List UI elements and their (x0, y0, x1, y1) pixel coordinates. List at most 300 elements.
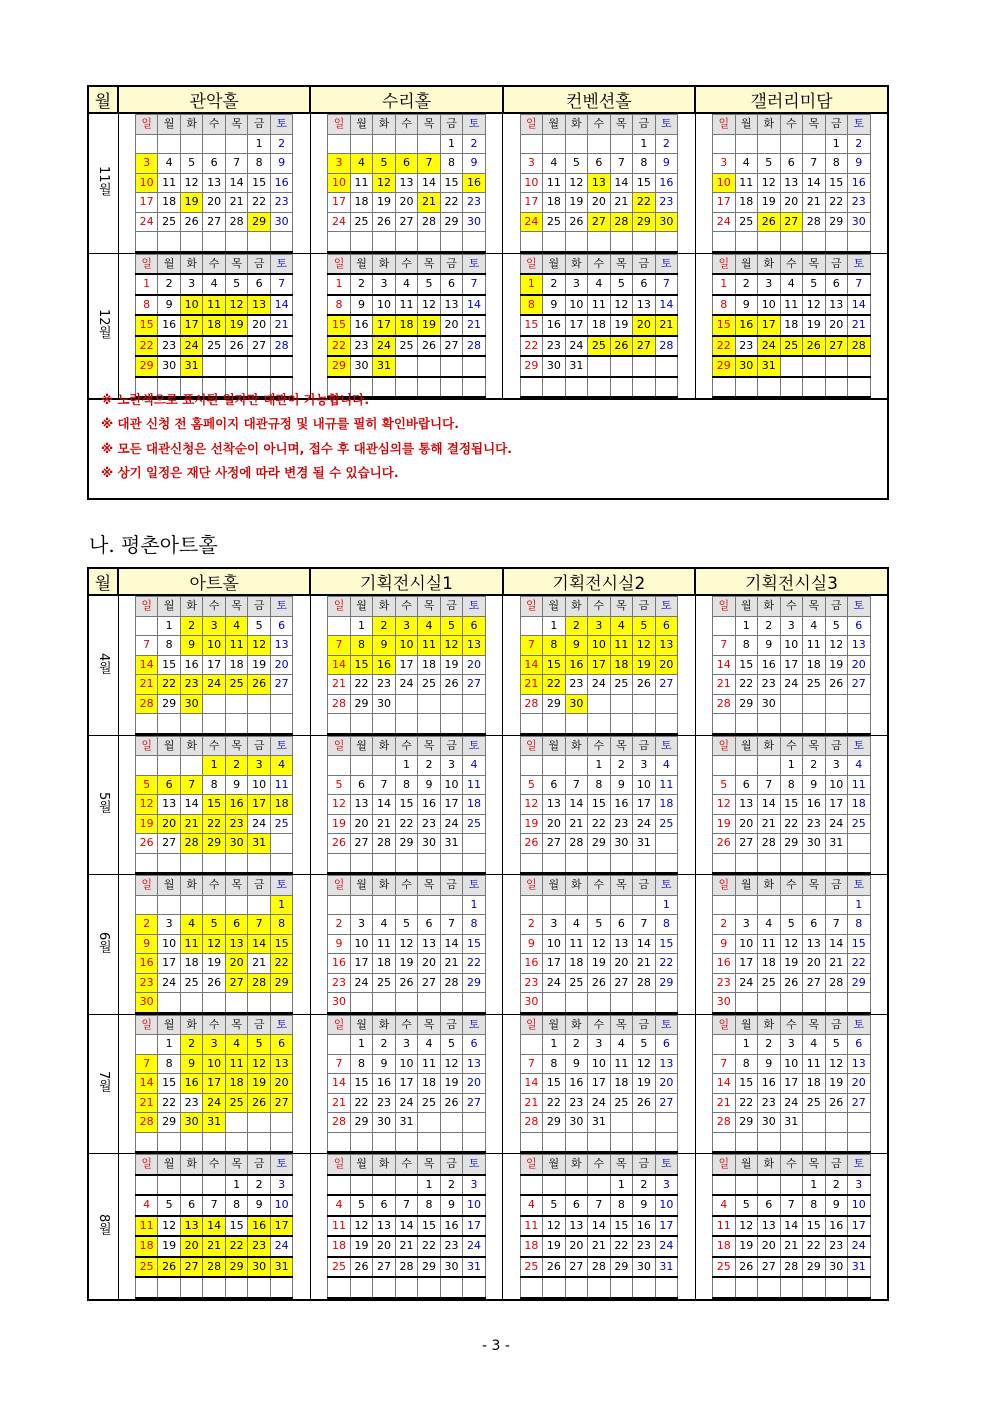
weekday-label: 목 (803, 115, 826, 135)
week-row (713, 212, 871, 232)
available-day-cell: 19 (633, 655, 656, 675)
weekday-label: 일 (713, 597, 736, 617)
available-day-cell: 29 (270, 973, 293, 993)
day-cell: 28 (463, 336, 486, 357)
weekday-label: 일 (713, 115, 736, 135)
week-row (713, 1195, 871, 1216)
empty-day-cell (758, 756, 781, 776)
day-cell: 2 (373, 1035, 396, 1055)
weekday-label: 일 (135, 876, 158, 896)
available-day-cell: 24 (203, 675, 226, 695)
available-day-cell: 5 (633, 616, 656, 636)
weekday-label: 금 (633, 597, 656, 617)
empty-day-cell (395, 1277, 418, 1298)
available-day-cell: 25 (135, 1257, 158, 1278)
venue-header: 갤러리미담 (695, 86, 888, 113)
available-day-cell: 7 (248, 915, 271, 935)
empty-day-cell (158, 895, 181, 915)
day-cell: 1 (713, 274, 736, 295)
day-cell: 14 (520, 1074, 543, 1094)
empty-day-cell (203, 1175, 226, 1196)
available-day-cell: 10 (328, 173, 351, 193)
day-cell: 3 (655, 1175, 678, 1196)
weekday-label: 수 (395, 1155, 418, 1175)
mini-calendar (135, 875, 294, 1014)
week-row (135, 1175, 293, 1196)
day-cell: 31 (463, 1257, 486, 1278)
day-cell: 29 (520, 356, 543, 377)
empty-day-cell (655, 1113, 678, 1133)
weekday-label: 월 (158, 736, 181, 756)
venue-header: 컨벤션홀 (503, 86, 695, 113)
day-cell: 18 (520, 1236, 543, 1257)
week-row (135, 1132, 293, 1152)
day-cell: 8 (633, 154, 656, 174)
day-cell: 21 (520, 1093, 543, 1113)
venue-header: 관악홀 (118, 86, 310, 113)
day-cell: 4 (735, 154, 758, 174)
day-cell: 25 (758, 973, 781, 993)
week-row (135, 1195, 293, 1216)
available-day-cell: 15 (135, 315, 158, 336)
weekday-label: 수 (780, 876, 803, 896)
week-row (135, 915, 293, 935)
available-day-cell: 17 (758, 315, 781, 336)
day-cell: 16 (520, 954, 543, 974)
day-cell: 23 (848, 193, 871, 213)
empty-day-cell (395, 714, 418, 734)
weekday-label: 월 (735, 736, 758, 756)
day-cell: 10 (543, 934, 566, 954)
weekday-label: 화 (565, 115, 588, 135)
day-cell: 8 (735, 636, 758, 656)
empty-day-cell (350, 714, 373, 734)
available-day-cell: 10 (588, 636, 611, 656)
weekday-label: 목 (610, 1015, 633, 1035)
day-cell: 23 (328, 973, 351, 993)
month-label-text: 4월 (95, 652, 111, 674)
empty-day-cell (713, 1277, 736, 1298)
empty-day-cell (135, 714, 158, 734)
empty-day-cell (373, 853, 396, 873)
week-row (328, 1277, 486, 1298)
empty-day-cell (203, 993, 226, 1013)
day-cell: 8 (418, 1195, 441, 1216)
day-cell: 27 (418, 973, 441, 993)
day-cell: 20 (758, 1236, 781, 1257)
empty-day-cell (180, 714, 203, 734)
day-cell: 12 (350, 1216, 373, 1237)
day-cell: 16 (633, 1216, 656, 1237)
available-day-cell: 22 (135, 336, 158, 357)
weekday-label: 화 (758, 115, 781, 135)
day-cell: 16 (565, 1074, 588, 1094)
available-day-cell: 15 (270, 934, 293, 954)
day-cell: 14 (633, 934, 656, 954)
day-cell: 25 (180, 973, 203, 993)
week-row (713, 895, 871, 915)
weekday-header-row (520, 736, 678, 756)
empty-day-cell (735, 853, 758, 873)
available-day-cell: 31 (373, 356, 396, 377)
day-cell: 17 (633, 795, 656, 815)
day-cell: 30 (633, 1257, 656, 1278)
venue-month-cell (503, 875, 695, 1015)
weekday-label: 월 (735, 254, 758, 274)
day-cell: 10 (248, 775, 271, 795)
empty-day-cell (395, 694, 418, 714)
available-day-cell: 28 (135, 1113, 158, 1133)
day-cell: 2 (803, 756, 826, 776)
day-cell: 17 (655, 1216, 678, 1237)
day-cell: 10 (758, 295, 781, 316)
day-cell: 29 (158, 1113, 181, 1133)
weekday-label: 일 (713, 254, 736, 274)
day-cell: 23 (825, 1236, 848, 1257)
empty-day-cell (713, 1132, 736, 1152)
venue-header: 기획전시실3 (695, 568, 888, 595)
day-cell: 25 (395, 336, 418, 357)
empty-day-cell (713, 714, 736, 734)
day-cell: 8 (588, 775, 611, 795)
day-cell: 14 (655, 295, 678, 316)
day-cell: 23 (463, 193, 486, 213)
empty-day-cell (135, 756, 158, 776)
day-cell: 18 (180, 954, 203, 974)
day-cell: 28 (328, 694, 351, 714)
weekday-label: 화 (180, 254, 203, 274)
day-cell: 1 (735, 616, 758, 636)
available-day-cell: 14 (520, 655, 543, 675)
day-cell: 24 (565, 336, 588, 357)
empty-day-cell (440, 694, 463, 714)
empty-day-cell (373, 895, 396, 915)
day-cell: 4 (158, 154, 181, 174)
empty-day-cell (270, 1113, 293, 1133)
notice-line: ※ 모든 대관신청은 선착순이 아니며, 접수 후 대관심의를 통해 결정됩니다. (101, 441, 512, 456)
day-cell: 23 (418, 814, 441, 834)
available-day-cell: 25 (588, 336, 611, 357)
day-cell: 14 (328, 1074, 351, 1094)
week-row (520, 274, 678, 295)
day-cell: 28 (758, 834, 781, 854)
mini-calendar (520, 114, 679, 253)
mini-calendar (520, 596, 679, 735)
weekday-label: 토 (463, 115, 486, 135)
empty-day-cell (780, 714, 803, 734)
available-day-cell: 22 (543, 675, 566, 695)
page-number: - 3 - (482, 1338, 510, 1354)
empty-day-cell (180, 1132, 203, 1152)
weekday-header-row (713, 1015, 871, 1035)
available-day-cell: 4 (180, 915, 203, 935)
empty-day-cell (848, 1132, 871, 1152)
weekday-label: 목 (418, 254, 441, 274)
day-cell: 16 (803, 795, 826, 815)
venue-month-cell (310, 113, 502, 253)
weekday-label: 목 (418, 1155, 441, 1175)
day-cell: 1 (463, 895, 486, 915)
day-cell: 23 (520, 973, 543, 993)
day-cell: 17 (588, 1074, 611, 1094)
weekday-label: 금 (825, 1015, 848, 1035)
empty-day-cell (248, 1132, 271, 1152)
weekday-label: 화 (758, 736, 781, 756)
week-row (520, 1035, 678, 1055)
empty-day-cell (633, 694, 656, 714)
week-row (520, 1132, 678, 1152)
notice-line: ※ 대관 신청 전 홈페이지 대관규정 및 내규를 필히 확인바랍니다. (101, 416, 459, 431)
empty-day-cell (418, 1277, 441, 1298)
day-cell: 5 (248, 616, 271, 636)
day-cell: 9 (758, 636, 781, 656)
day-cell: 9 (520, 934, 543, 954)
available-day-cell: 7 (520, 636, 543, 656)
week-row (713, 1175, 871, 1196)
weekday-label: 토 (270, 597, 293, 617)
day-cell: 13 (463, 1054, 486, 1074)
empty-day-cell (158, 853, 181, 873)
day-cell: 4 (758, 915, 781, 935)
day-cell: 4 (328, 1195, 351, 1216)
empty-day-cell (225, 134, 248, 154)
day-cell: 8 (655, 915, 678, 935)
day-cell: 14 (780, 1216, 803, 1237)
week-row (520, 756, 678, 776)
day-cell: 5 (565, 154, 588, 174)
weekday-label: 금 (825, 254, 848, 274)
day-cell: 26 (633, 1093, 656, 1113)
day-cell: 13 (565, 1216, 588, 1237)
available-day-cell: 31 (248, 834, 271, 854)
week-row (135, 1035, 293, 1055)
available-day-cell: 16 (735, 315, 758, 336)
empty-day-cell (803, 1132, 826, 1152)
day-cell: 8 (225, 1195, 248, 1216)
day-cell: 9 (758, 1054, 781, 1074)
empty-day-cell (543, 853, 566, 873)
weekday-label: 일 (520, 1155, 543, 1175)
day-cell: 7 (135, 636, 158, 656)
empty-day-cell (270, 232, 293, 252)
available-day-cell: 11 (225, 636, 248, 656)
day-cell: 22 (158, 1093, 181, 1113)
day-cell: 28 (328, 1113, 351, 1133)
empty-day-cell (565, 895, 588, 915)
available-day-cell: 23 (225, 814, 248, 834)
available-day-cell: 21 (418, 193, 441, 213)
day-cell: 24 (780, 1093, 803, 1113)
day-cell: 3 (350, 915, 373, 935)
day-cell: 17 (520, 193, 543, 213)
day-cell: 10 (395, 1054, 418, 1074)
day-cell: 1 (543, 1035, 566, 1055)
day-cell: 25 (543, 212, 566, 232)
weekday-header-row (328, 115, 486, 135)
day-cell: 24 (655, 1236, 678, 1257)
empty-day-cell (520, 1175, 543, 1196)
weekday-label: 수 (588, 876, 611, 896)
day-cell: 24 (543, 973, 566, 993)
empty-day-cell (848, 993, 871, 1013)
weekday-label: 금 (248, 115, 271, 135)
available-day-cell: 11 (610, 636, 633, 656)
empty-day-cell (588, 895, 611, 915)
day-cell: 30 (713, 993, 736, 1013)
weekday-label: 금 (633, 1155, 656, 1175)
day-cell: 30 (758, 694, 781, 714)
venue-month-cell (695, 735, 888, 875)
weekday-label: 수 (780, 1015, 803, 1035)
week-row (713, 954, 871, 974)
day-cell: 21 (565, 814, 588, 834)
day-cell: 25 (373, 973, 396, 993)
empty-day-cell (350, 756, 373, 776)
weekday-label: 금 (440, 597, 463, 617)
weekday-label: 금 (248, 597, 271, 617)
available-day-cell: 5 (248, 1035, 271, 1055)
empty-day-cell (328, 756, 351, 776)
day-cell: 5 (825, 616, 848, 636)
empty-day-cell (825, 714, 848, 734)
empty-day-cell (803, 1277, 826, 1298)
day-cell: 29 (440, 212, 463, 232)
available-day-cell: 10 (180, 295, 203, 316)
day-cell: 18 (565, 954, 588, 974)
day-cell: 21 (328, 1093, 351, 1113)
empty-day-cell (203, 853, 226, 873)
available-day-cell: 2 (565, 616, 588, 636)
available-day-cell: 26 (758, 212, 781, 232)
available-day-cell: 13 (588, 173, 611, 193)
day-cell: 6 (803, 915, 826, 935)
day-cell: 13 (350, 795, 373, 815)
weekday-label: 화 (373, 1015, 396, 1035)
empty-day-cell (418, 993, 441, 1013)
day-cell: 22 (248, 193, 271, 213)
empty-day-cell (248, 232, 271, 252)
day-cell: 20 (780, 193, 803, 213)
weekday-header-row (520, 115, 678, 135)
week-row (713, 973, 871, 993)
weekday-label: 금 (440, 1015, 463, 1035)
week-row (135, 1093, 293, 1113)
empty-day-cell (158, 993, 181, 1013)
day-cell: 8 (610, 1195, 633, 1216)
day-cell: 30 (440, 1257, 463, 1278)
available-day-cell: 25 (780, 336, 803, 357)
weekday-label: 화 (373, 876, 396, 896)
day-cell: 23 (655, 193, 678, 213)
day-cell: 8 (713, 295, 736, 316)
available-day-cell: 2 (225, 756, 248, 776)
weekday-label: 토 (848, 254, 871, 274)
weekday-label: 수 (588, 115, 611, 135)
day-cell: 26 (180, 212, 203, 232)
empty-day-cell (825, 232, 848, 252)
venue-month-cell (695, 595, 888, 735)
available-day-cell: 26 (803, 336, 826, 357)
available-day-cell: 1 (520, 274, 543, 295)
empty-day-cell (803, 694, 826, 714)
empty-day-cell (328, 134, 351, 154)
empty-day-cell (565, 1175, 588, 1196)
day-cell: 7 (655, 274, 678, 295)
available-day-cell: 16 (463, 173, 486, 193)
day-cell: 26 (395, 973, 418, 993)
weekday-header-row (520, 876, 678, 896)
mini-calendar (135, 1015, 294, 1154)
day-cell: 30 (803, 834, 826, 854)
empty-day-cell (780, 1277, 803, 1298)
weekday-label: 토 (655, 736, 678, 756)
day-cell: 24 (633, 814, 656, 834)
week-row (135, 336, 293, 357)
day-cell: 22 (350, 675, 373, 695)
day-cell: 27 (248, 336, 271, 357)
empty-day-cell (373, 993, 396, 1013)
day-cell: 17 (565, 315, 588, 336)
empty-day-cell (350, 134, 373, 154)
weekday-label: 수 (588, 597, 611, 617)
empty-day-cell (825, 993, 848, 1013)
day-cell: 19 (440, 655, 463, 675)
empty-day-cell (350, 1175, 373, 1196)
day-cell: 13 (440, 295, 463, 316)
day-cell: 19 (633, 1074, 656, 1094)
empty-day-cell (158, 1175, 181, 1196)
week-row (328, 212, 486, 232)
weekday-label: 월 (543, 1015, 566, 1035)
available-day-cell: 18 (395, 315, 418, 336)
empty-day-cell (713, 616, 736, 636)
weekday-label: 일 (520, 876, 543, 896)
available-day-cell: 3 (588, 616, 611, 636)
weekday-label: 금 (440, 876, 463, 896)
weekday-label: 일 (135, 597, 158, 617)
available-day-cell: 8 (270, 915, 293, 935)
day-cell: 5 (440, 1035, 463, 1055)
day-cell: 9 (803, 775, 826, 795)
empty-day-cell (328, 616, 351, 636)
day-cell: 19 (520, 814, 543, 834)
available-day-cell: 20 (158, 814, 181, 834)
mini-calendar (520, 875, 679, 1014)
week-row (328, 295, 486, 316)
empty-day-cell (350, 1277, 373, 1298)
weekday-label: 토 (270, 876, 293, 896)
day-cell: 16 (610, 795, 633, 815)
day-cell: 15 (395, 795, 418, 815)
day-cell: 17 (395, 655, 418, 675)
available-day-cell: 2 (180, 616, 203, 636)
available-day-cell: 30 (655, 212, 678, 232)
empty-day-cell (373, 1175, 396, 1196)
day-cell: 1 (328, 274, 351, 295)
week-row (713, 1035, 871, 1055)
empty-day-cell (735, 1277, 758, 1298)
week-row (520, 675, 678, 695)
empty-day-cell (803, 1113, 826, 1133)
venue-month-cell (310, 1014, 502, 1154)
day-cell: 5 (633, 1035, 656, 1055)
available-day-cell: 5 (135, 775, 158, 795)
day-cell: 6 (848, 616, 871, 636)
week-row (713, 1216, 871, 1237)
day-cell: 13 (825, 295, 848, 316)
empty-day-cell (373, 1132, 396, 1152)
week-row (520, 993, 678, 1013)
